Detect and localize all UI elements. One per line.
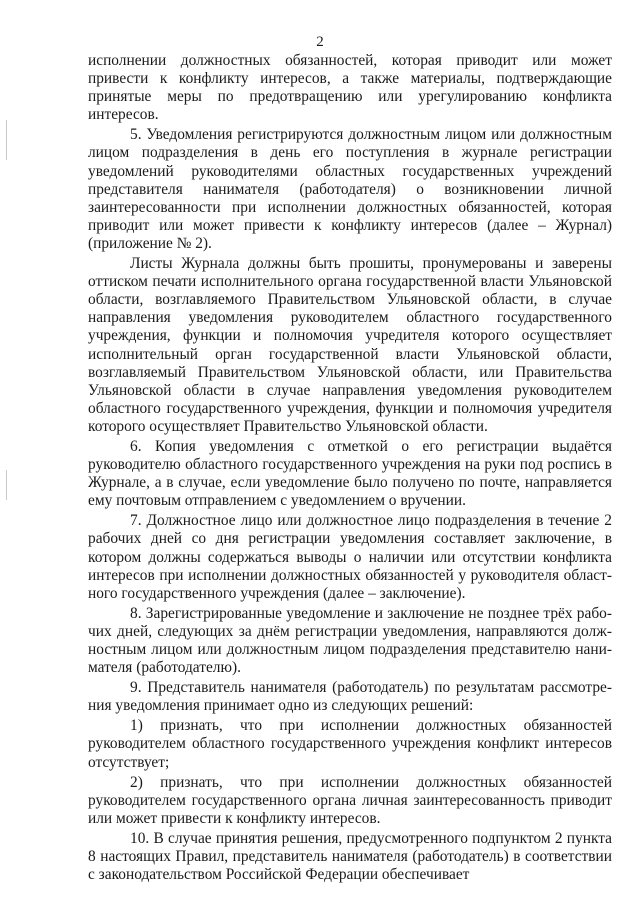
page-number: 2: [316, 34, 324, 50]
paragraph: 2) признать, что при исполнении должностных обязанностей руководителем государственного органа личная заинтересованность приводит или может привести к конфликту интересов.: [88, 773, 612, 827]
paragraph: 6. Копия уведомления с отметкой о его регистрации выдаётся руководителю областного государственного учреждения на руки под роспись в Журнале, а в случае, если уведомление было получено по почте, направляется ему почтовым отправлением с уведомлением о вручении.: [88, 437, 612, 510]
scan-margin-mark: [6, 120, 7, 160]
paragraph: 5. Уведомления регистрируются должностным лицом или должностным лицом подразделения в день его поступления в журнале регистрации уведомлений руководителями областных государственных учреждений представителя нанимателя (работодателя) о возникновении личной заинтересованности при исполнении должностных обязанностей, которая приводит или может привести к конфликту интересов (далее – Журнал) (приложение № 2).: [88, 126, 612, 252]
paragraph: 7. Должностное лицо или должностное лицо подразделения в течение 2 рабочих дней со дня регистрации уведомления составляет заключение, в котором должны содержаться выводы о наличии или отсутствии конфликта интересов при исполнении должностных обязанностей у руководителя областного государственного учреждения (далее – заключение).: [88, 512, 612, 602]
paragraph: исполнении должностных обязанностей, которая приводит или может привести к конфликту интересов, а также материалы, подтверждающие принятые меры по предотвращению или урегулированию конфликта интересов.: [88, 52, 612, 124]
scan-margin-mark: [6, 470, 7, 500]
paragraph: 9. Представитель нанимателя (работодатель) по результатам рассмотрения уведомления принимает одно из следующих решений:: [88, 679, 612, 715]
paragraph: 1) признать, что при исполнении должностных обязанностей руководителем областного государственного учреждения конфликт интересов отсутствует;: [88, 717, 612, 771]
paragraph: 10. В случае принятия решения, предусмотренного подпунктом 2 пункта 8 настоящих Правил, представитель нанимателя (работодатель) в соответствии с законодательством Российской Федерации обеспечивает: [88, 829, 612, 884]
document-body: [88, 52, 612, 886]
paragraph: 8. Зарегистрированные уведомление и заключение не позднее трёх рабочих дней, следующих за днём регистрации уведомления, направляются должностным лицом или должностным лицом подразделения представителю нанимателя (работодателю).: [88, 604, 612, 677]
paragraph: Листы Журнала должны быть прошиты, пронумерованы и заверены оттиском печати исполнительного органа государственной власти Ульяновской области, возглавляемого Правительством Ульяновской области, в случае направления уведомления руководителем областного государственного учреждения, функции и полномочия учредителя которого осуществляет исполнительный орган государственной власти Ульяновской области, возглавляемый Правительством Ульяновской области, или Правительства Ульяновской области в случае направления уведомления руководителем областного государственного учреждения, функции и полномочия учредителя которого осуществляет Правительство Ульяновской области.: [88, 255, 612, 435]
